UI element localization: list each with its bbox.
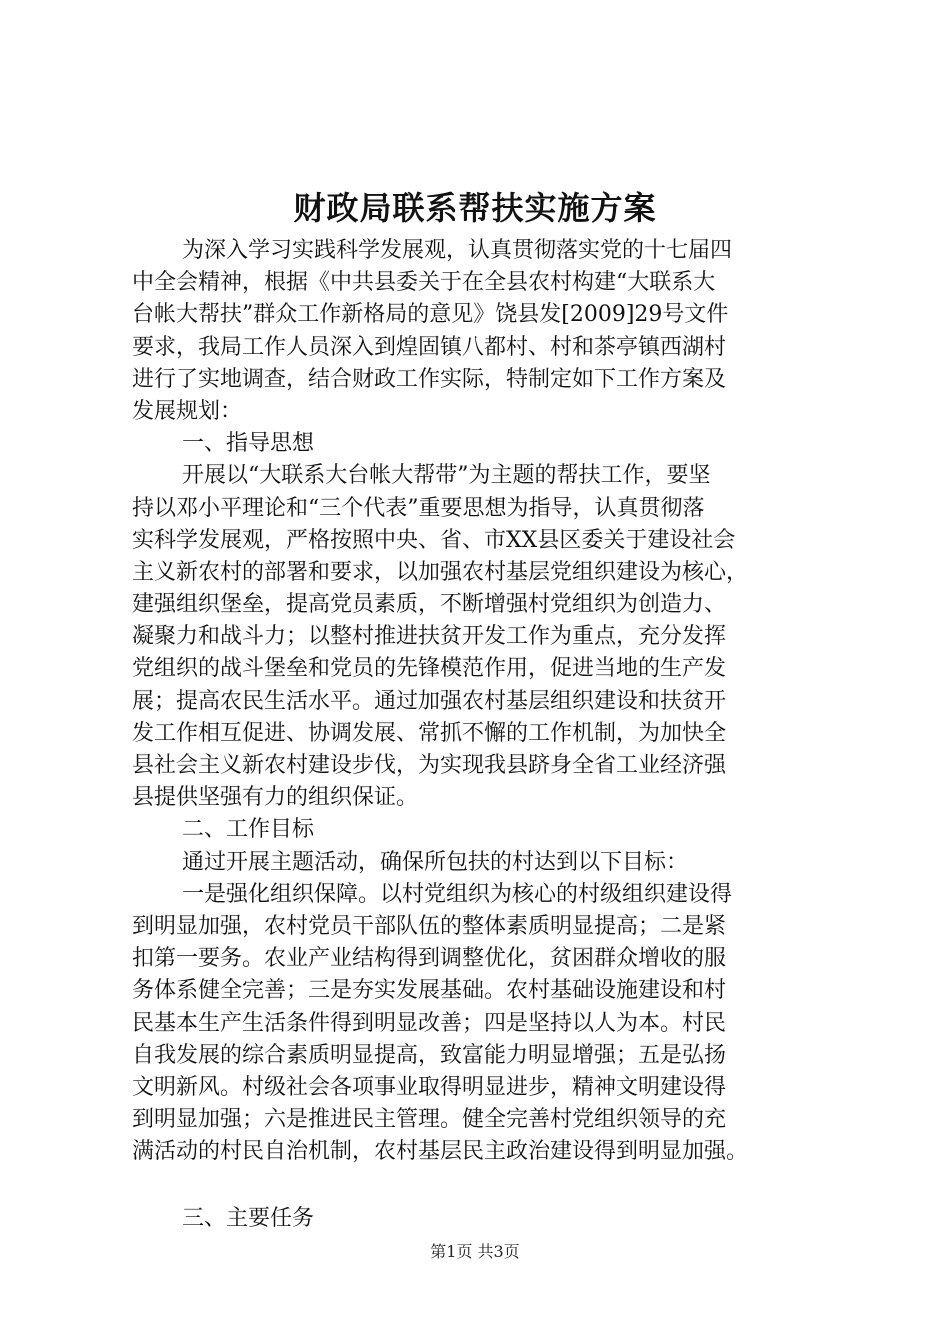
paragraph-goals-line: 到明显加强；六是推进民主管理。健全完善村党组织领导的充 bbox=[132, 1107, 727, 1133]
paragraph-guiding-line: 发工作相互促进、协调发展、常抓不懈的工作机制，为加快全 bbox=[132, 720, 727, 746]
paragraph-intro-line: 为深入学习实践科学发展观，认真贯彻落实党的十七届四 bbox=[182, 238, 733, 263]
paragraph-intro-line: 要求，我局工作人员深入到煌固镇八都村、村和茶亭镇西湖村 bbox=[132, 334, 727, 360]
section-heading-main-tasks: 三、主要任务 bbox=[182, 1206, 315, 1232]
paragraph-spacer bbox=[132, 1168, 852, 1203]
page-number-footer: 第1页 共3页 bbox=[430, 1242, 520, 1261]
paragraph-guiding-line: 凝聚力和战斗力；以整村推进扶贫开发工作为重点，充分发挥 bbox=[132, 624, 727, 650]
paragraph-goals-line: 到明显加强，农村党员干部队伍的整体素质明显提高；二是紧 bbox=[132, 913, 727, 939]
section-heading-work-goals: 二、工作目标 bbox=[182, 817, 315, 843]
paragraph-guiding-line: 县提供坚强有力的组织保证。 bbox=[132, 785, 419, 811]
paragraph-guiding-line: 建强组织堡垒，提高党员素质，不断增强村党组织为创造力、 bbox=[132, 592, 727, 618]
paragraph-intro-line: 中全会精神，根据《中共县委关于在全县农村构建“大联系大 bbox=[132, 270, 716, 296]
paragraph-guiding-line: 展；提高农民生活水平。通过加强农村基层组织建设和扶贫开 bbox=[132, 688, 727, 714]
section-heading-guiding-thought: 一、指导思想 bbox=[182, 431, 315, 457]
paragraph-guiding-line: 党组织的战斗堡垒和党员的先锋模范作用，促进当地的生产发 bbox=[132, 656, 727, 682]
paragraph-intro-line: 进行了实地调查，结合财政工作实际，特制定如下工作方案及 bbox=[132, 366, 727, 392]
paragraph-goals-line: 一是强化组织保障。以村党组织为核心的村级组织建设得 bbox=[182, 881, 733, 907]
paragraph-goals-intro: 通过开展主题活动，确保所包扶的村达到以下目标： bbox=[182, 849, 689, 875]
paragraph-guiding-line: 开展以“大联系大台帐大帮带”为主题的帮扶工作，要坚 bbox=[182, 463, 711, 489]
paragraph-goals-line: 文明新风。村级社会各项事业取得明显进步，精神文明建设得 bbox=[132, 1074, 727, 1100]
paragraph-guiding-line: 县社会主义新农村建设步伐，为实现我县跻身全省工业经济强 bbox=[132, 753, 727, 778]
paragraph-guiding-line: 实科学发展观，严格按照中央、省、市XX县区委关于建设社会 bbox=[132, 527, 736, 553]
paragraph-intro-line: 台帐大帮扶”群众工作新格局的意见》饶县发[2009]29号文件 bbox=[132, 302, 729, 328]
paragraph-goals-line: 民基本生产生活条件得到明显改善；四是坚持以人为本。村民 bbox=[132, 1010, 727, 1036]
paragraph-guiding-line: 主义新农村的部署和要求，以加强农村基层党组织建设为核心， bbox=[132, 559, 749, 585]
document-body bbox=[132, 235, 852, 1236]
paragraph-intro-line: 发展规划： bbox=[132, 398, 243, 424]
paragraph-goals-line: 务体系健全完善；三是夯实发展基础。农村基础设施建设和村 bbox=[132, 978, 727, 1004]
paragraph-goals-line: 满活动的村民自治机制，农村基层民主政治建设得到明显加强。 bbox=[132, 1139, 749, 1165]
document-title: 财政局联系帮扶实施方案 bbox=[293, 189, 657, 227]
paragraph-goals-line: 自我发展的综合素质明显提高，致富能力明显增强；五是弘扬 bbox=[132, 1042, 727, 1068]
paragraph-guiding-line: 持以邓小平理论和“三个代表”重要思想为指导，认真贯彻落 bbox=[132, 495, 705, 521]
paragraph-goals-line: 扣第一要务。农业产业结构得到调整优化，贫困群众增收的服 bbox=[132, 946, 727, 972]
